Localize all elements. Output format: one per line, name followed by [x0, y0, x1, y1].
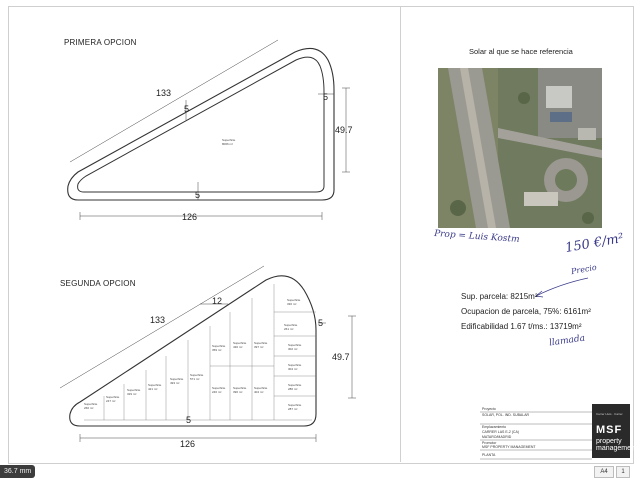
option-1-title: PRIMERA OPCION: [64, 38, 137, 47]
option-1-dim-height: 49.7: [335, 125, 353, 135]
info-sup-parcela: Sup. parcela: 8215m²: [461, 292, 538, 301]
lot-value: 330 m²: [287, 302, 297, 306]
option-2-dim-hyp: 133: [150, 315, 166, 325]
option-1-dim-inner: 5: [184, 104, 190, 114]
option-2-title: SEGUNDA OPCION: [60, 279, 136, 288]
lot-value: 396 m²: [233, 390, 243, 394]
handwritten-price-label: Precio: [570, 262, 598, 277]
lot-value: 430 m²: [233, 345, 243, 349]
option-2-dim-inner: 5: [186, 415, 192, 425]
lot-label: Superficie: [288, 343, 302, 347]
msf-logo: [592, 404, 637, 458]
tb-emplazamiento-2: MATARO/MADRID: [482, 435, 512, 439]
lot-value: 287 m²: [288, 407, 298, 411]
handwritten-price: 150 €/m²: [564, 230, 625, 257]
measure-readout: 36.7 mm: [0, 465, 35, 478]
option-2-dim-gap: 12: [212, 296, 223, 306]
lot-value: 286 m²: [288, 387, 298, 391]
tb-emplazamiento-1: CARRER LAS E-2 (CA): [482, 430, 519, 434]
lot-value: 261 m²: [284, 327, 294, 331]
option-1-dim-base: 126: [182, 212, 198, 222]
option-2-dim-height: 49.7: [332, 352, 350, 362]
lot-label: Superficie: [148, 383, 162, 387]
lot-label: Superficie: [288, 383, 302, 387]
lot-value: 421 m²: [148, 387, 158, 391]
lot-label: Superficie: [233, 386, 247, 390]
tb-plano-label: PLANTA: [482, 453, 496, 457]
lot-label: Superficie: [288, 403, 302, 407]
info-edificabilidad: Edificabilidad 1.67 t/ms.: 13719m²: [461, 322, 582, 331]
lot-value: 571 m²: [190, 377, 200, 381]
lot-value: 302 m²: [288, 347, 298, 351]
viewer-status-bar: [0, 464, 640, 480]
lot-value: 304 m²: [288, 367, 298, 371]
logo-small-text: Carrer Lluis · Carrer: [596, 412, 623, 416]
tb-proyecto: SOLAR, POL. IND. SUBALAR: [482, 413, 530, 417]
option-1-dim-bottom-inner: 5: [195, 190, 201, 200]
option-1-dim-hyp: 133: [156, 88, 172, 98]
tb-emplazamiento-label: Emplazamiento: [482, 425, 507, 429]
lot-label: Superficie: [284, 323, 298, 327]
lot-value: 359 m²: [212, 348, 222, 352]
lot-value: 404 m²: [254, 390, 264, 394]
logo-msf: MSF: [596, 424, 623, 436]
lot-label: Superficie: [106, 395, 120, 399]
tb-proyecto-label: Proyecto: [482, 407, 496, 411]
lot-label: Superficie: [233, 341, 247, 345]
lot-value: 493 m²: [170, 381, 180, 385]
lot-label: Superficie: [84, 402, 98, 406]
lot-value: 246 m²: [212, 390, 222, 394]
handwritten-owner-note: Prop = Luis Kostm: [433, 229, 520, 245]
tb-promotor: MSF PROPERTY MANAGEMENT: [482, 445, 536, 449]
page-size-indicator[interactable]: A4: [594, 466, 614, 478]
logo-property-management: property management: [596, 438, 637, 452]
lot-value: 397 m²: [254, 345, 264, 349]
lot-label: Superficie: [190, 373, 204, 377]
lot-label: Superficie: [287, 298, 301, 302]
option-1-area-value: 8066 m²: [222, 142, 234, 146]
aerial-caption: Solar al que se hace referencia: [469, 47, 573, 56]
lot-label: Superficie: [288, 363, 302, 367]
option-1-dim-right-side: 5: [323, 92, 329, 102]
lot-label: Superficie: [170, 377, 184, 381]
lot-label: Superficie: [212, 386, 226, 390]
lot-label: Superficie: [212, 344, 226, 348]
info-ocupacion: Ocupacion de parcela, 75%: 6161m²: [461, 307, 591, 316]
tb-promotor-label: Promotor: [482, 441, 497, 445]
page-number-indicator[interactable]: 1: [616, 466, 630, 478]
option-2-dim-right-side: 5: [318, 318, 324, 328]
lot-value: 260 m²: [84, 406, 94, 410]
lot-value: 329 m²: [127, 392, 137, 396]
lot-label: Superficie: [254, 386, 268, 390]
option-2-dim-base: 126: [180, 439, 196, 449]
option-1-area-label: Superficie: [222, 138, 236, 142]
lot-value: 247 m²: [106, 399, 116, 403]
lot-label: Superficie: [127, 388, 141, 392]
handwritten-call-note: llamada: [548, 333, 586, 349]
lot-label: Superficie: [254, 341, 268, 345]
